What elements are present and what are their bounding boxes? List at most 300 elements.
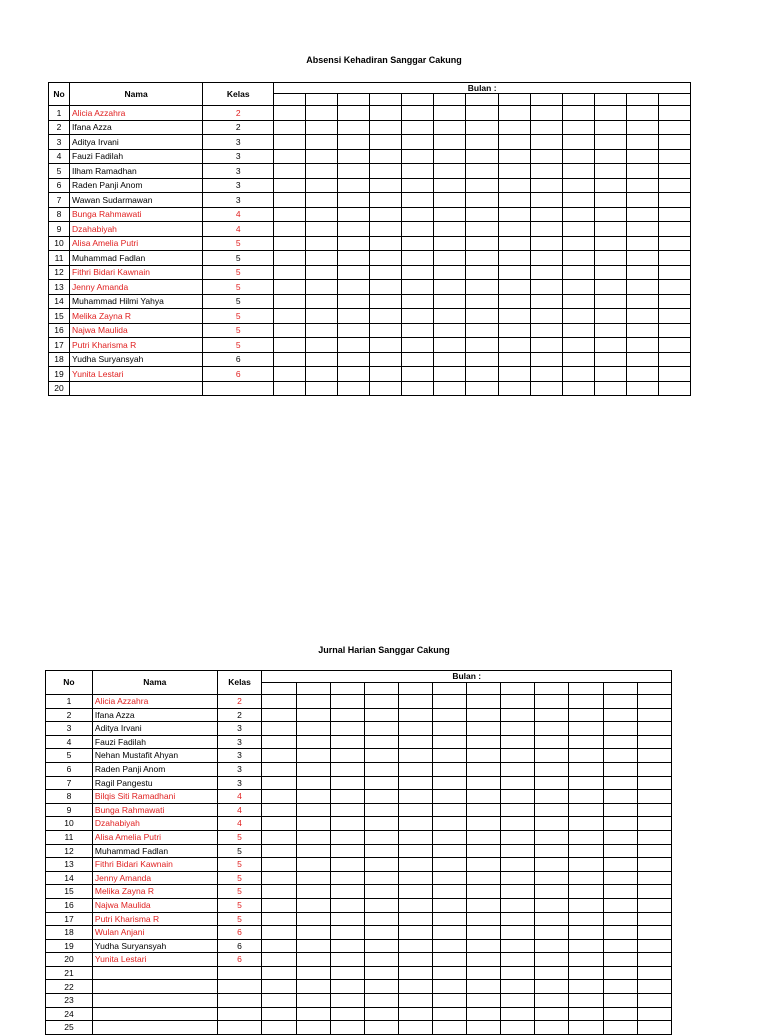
attendance-cell[interactable] [398, 749, 432, 763]
student-class[interactable] [217, 994, 262, 1008]
attendance-cell[interactable] [262, 885, 296, 899]
attendance-cell[interactable] [626, 338, 658, 353]
attendance-cell[interactable] [498, 178, 530, 193]
attendance-cell[interactable] [434, 135, 466, 150]
attendance-cell[interactable] [467, 790, 501, 804]
attendance-cell[interactable] [370, 381, 402, 396]
attendance-cell[interactable] [432, 858, 466, 872]
attendance-cell[interactable] [330, 722, 364, 736]
attendance-cell[interactable] [569, 749, 603, 763]
attendance-cell[interactable] [498, 106, 530, 121]
attendance-cell[interactable] [466, 338, 498, 353]
attendance-cell[interactable] [562, 149, 594, 164]
attendance-cell[interactable] [370, 309, 402, 324]
attendance-cell[interactable] [338, 265, 370, 280]
attendance-cell[interactable] [594, 193, 626, 208]
day-header-cell[interactable] [432, 683, 466, 695]
attendance-cell[interactable] [562, 294, 594, 309]
attendance-cell[interactable] [466, 251, 498, 266]
attendance-cell[interactable] [498, 265, 530, 280]
attendance-cell[interactable] [562, 309, 594, 324]
attendance-cell[interactable] [467, 994, 501, 1008]
attendance-cell[interactable] [658, 381, 690, 396]
attendance-cell[interactable] [603, 926, 637, 940]
attendance-cell[interactable] [530, 251, 562, 266]
attendance-cell[interactable] [296, 817, 330, 831]
attendance-cell[interactable] [262, 1021, 296, 1035]
attendance-cell[interactable] [637, 885, 671, 899]
attendance-cell[interactable] [296, 871, 330, 885]
attendance-cell[interactable] [637, 749, 671, 763]
attendance-cell[interactable] [402, 381, 434, 396]
attendance-cell[interactable] [296, 749, 330, 763]
attendance-cell[interactable] [306, 149, 338, 164]
attendance-cell[interactable] [530, 149, 562, 164]
attendance-cell[interactable] [262, 871, 296, 885]
student-class[interactable]: 5 [203, 338, 274, 353]
attendance-cell[interactable] [603, 980, 637, 994]
student-name[interactable]: Bunga Rahmawati [92, 803, 217, 817]
attendance-cell[interactable] [467, 980, 501, 994]
attendance-cell[interactable] [467, 735, 501, 749]
attendance-cell[interactable] [501, 708, 535, 722]
attendance-cell[interactable] [530, 135, 562, 150]
attendance-cell[interactable] [535, 1021, 569, 1035]
attendance-cell[interactable] [330, 1021, 364, 1035]
attendance-cell[interactable] [569, 844, 603, 858]
attendance-cell[interactable] [562, 323, 594, 338]
attendance-cell[interactable] [637, 776, 671, 790]
day-header-cell[interactable] [466, 94, 498, 106]
attendance-cell[interactable] [603, 858, 637, 872]
attendance-cell[interactable] [398, 790, 432, 804]
attendance-cell[interactable] [603, 966, 637, 980]
attendance-cell[interactable] [569, 953, 603, 967]
attendance-cell[interactable] [594, 135, 626, 150]
attendance-cell[interactable] [338, 323, 370, 338]
attendance-cell[interactable] [370, 120, 402, 135]
attendance-cell[interactable] [274, 236, 306, 251]
attendance-cell[interactable] [569, 858, 603, 872]
attendance-cell[interactable] [626, 236, 658, 251]
attendance-cell[interactable] [467, 939, 501, 953]
student-class[interactable]: 5 [203, 280, 274, 295]
attendance-cell[interactable] [364, 803, 398, 817]
attendance-cell[interactable] [296, 830, 330, 844]
student-class[interactable]: 5 [203, 251, 274, 266]
student-name[interactable]: Bunga Rahmawati [70, 207, 203, 222]
attendance-cell[interactable] [466, 135, 498, 150]
attendance-cell[interactable] [658, 294, 690, 309]
attendance-cell[interactable] [398, 762, 432, 776]
attendance-cell[interactable] [398, 912, 432, 926]
attendance-cell[interactable] [306, 251, 338, 266]
attendance-cell[interactable] [569, 735, 603, 749]
student-class[interactable]: 3 [217, 776, 262, 790]
attendance-cell[interactable] [434, 251, 466, 266]
attendance-cell[interactable] [569, 994, 603, 1008]
attendance-cell[interactable] [658, 120, 690, 135]
attendance-cell[interactable] [434, 236, 466, 251]
student-name[interactable]: Najwa Maulida [92, 898, 217, 912]
attendance-cell[interactable] [530, 222, 562, 237]
attendance-cell[interactable] [498, 309, 530, 324]
attendance-cell[interactable] [364, 858, 398, 872]
student-name[interactable]: Fithri Bidari Kawnain [92, 858, 217, 872]
attendance-cell[interactable] [402, 207, 434, 222]
attendance-cell[interactable] [569, 898, 603, 912]
attendance-cell[interactable] [501, 803, 535, 817]
attendance-cell[interactable] [637, 1021, 671, 1035]
attendance-cell[interactable] [501, 898, 535, 912]
attendance-cell[interactable] [530, 367, 562, 382]
student-class[interactable]: 4 [217, 803, 262, 817]
attendance-cell[interactable] [603, 912, 637, 926]
attendance-cell[interactable] [467, 858, 501, 872]
attendance-cell[interactable] [338, 222, 370, 237]
attendance-cell[interactable] [658, 280, 690, 295]
attendance-cell[interactable] [562, 106, 594, 121]
attendance-cell[interactable] [306, 106, 338, 121]
attendance-cell[interactable] [535, 939, 569, 953]
attendance-cell[interactable] [274, 381, 306, 396]
attendance-cell[interactable] [535, 912, 569, 926]
attendance-cell[interactable] [569, 695, 603, 709]
attendance-cell[interactable] [370, 280, 402, 295]
attendance-cell[interactable] [569, 790, 603, 804]
student-name[interactable]: Melika Zayna R [70, 309, 203, 324]
attendance-cell[interactable] [467, 912, 501, 926]
attendance-cell[interactable] [364, 735, 398, 749]
attendance-cell[interactable] [501, 885, 535, 899]
day-header-cell[interactable] [467, 683, 501, 695]
attendance-cell[interactable] [530, 178, 562, 193]
attendance-cell[interactable] [501, 735, 535, 749]
attendance-cell[interactable] [330, 803, 364, 817]
attendance-cell[interactable] [262, 966, 296, 980]
attendance-cell[interactable] [432, 790, 466, 804]
day-header-cell[interactable] [594, 94, 626, 106]
attendance-cell[interactable] [530, 236, 562, 251]
attendance-cell[interactable] [364, 790, 398, 804]
attendance-cell[interactable] [262, 953, 296, 967]
student-name[interactable]: Alicia Azzahra [70, 106, 203, 121]
attendance-cell[interactable] [603, 1007, 637, 1021]
attendance-cell[interactable] [262, 817, 296, 831]
attendance-cell[interactable] [370, 294, 402, 309]
student-name[interactable]: Fithri Bidari Kawnain [70, 265, 203, 280]
day-header-cell[interactable] [306, 94, 338, 106]
attendance-cell[interactable] [498, 323, 530, 338]
attendance-cell[interactable] [370, 367, 402, 382]
attendance-cell[interactable] [603, 939, 637, 953]
attendance-cell[interactable] [467, 803, 501, 817]
attendance-cell[interactable] [562, 251, 594, 266]
attendance-cell[interactable] [501, 871, 535, 885]
attendance-cell[interactable] [603, 708, 637, 722]
attendance-cell[interactable] [296, 912, 330, 926]
attendance-cell[interactable] [364, 749, 398, 763]
attendance-cell[interactable] [274, 135, 306, 150]
student-class[interactable] [217, 966, 262, 980]
attendance-cell[interactable] [658, 367, 690, 382]
attendance-cell[interactable] [330, 980, 364, 994]
student-name[interactable]: Bilqis Siti Ramadhani [92, 790, 217, 804]
attendance-cell[interactable] [501, 912, 535, 926]
student-class[interactable]: 5 [203, 265, 274, 280]
student-class[interactable]: 3 [203, 178, 274, 193]
attendance-cell[interactable] [330, 939, 364, 953]
attendance-cell[interactable] [330, 790, 364, 804]
attendance-cell[interactable] [370, 106, 402, 121]
attendance-cell[interactable] [364, 980, 398, 994]
attendance-cell[interactable] [398, 885, 432, 899]
attendance-cell[interactable] [370, 265, 402, 280]
attendance-cell[interactable] [498, 381, 530, 396]
attendance-cell[interactable] [594, 265, 626, 280]
attendance-cell[interactable] [274, 178, 306, 193]
attendance-cell[interactable] [637, 695, 671, 709]
day-header-cell[interactable] [501, 683, 535, 695]
attendance-cell[interactable] [432, 708, 466, 722]
attendance-cell[interactable] [306, 352, 338, 367]
attendance-cell[interactable] [626, 193, 658, 208]
attendance-cell[interactable] [338, 309, 370, 324]
attendance-cell[interactable] [398, 858, 432, 872]
attendance-cell[interactable] [501, 749, 535, 763]
attendance-cell[interactable] [603, 994, 637, 1008]
attendance-cell[interactable] [626, 135, 658, 150]
attendance-cell[interactable] [432, 994, 466, 1008]
attendance-cell[interactable] [658, 149, 690, 164]
attendance-cell[interactable] [530, 164, 562, 179]
attendance-cell[interactable] [432, 722, 466, 736]
attendance-cell[interactable] [569, 1007, 603, 1021]
attendance-cell[interactable] [364, 695, 398, 709]
attendance-cell[interactable] [562, 367, 594, 382]
attendance-cell[interactable] [530, 352, 562, 367]
attendance-cell[interactable] [535, 1007, 569, 1021]
attendance-cell[interactable] [402, 338, 434, 353]
attendance-cell[interactable] [370, 352, 402, 367]
attendance-cell[interactable] [330, 817, 364, 831]
attendance-cell[interactable] [594, 323, 626, 338]
attendance-cell[interactable] [434, 352, 466, 367]
attendance-cell[interactable] [432, 1021, 466, 1035]
student-class[interactable]: 2 [217, 708, 262, 722]
attendance-cell[interactable] [501, 790, 535, 804]
attendance-cell[interactable] [338, 236, 370, 251]
attendance-cell[interactable] [626, 251, 658, 266]
attendance-cell[interactable] [338, 352, 370, 367]
attendance-cell[interactable] [603, 722, 637, 736]
day-header-cell[interactable] [330, 683, 364, 695]
attendance-cell[interactable] [569, 762, 603, 776]
attendance-cell[interactable] [262, 858, 296, 872]
attendance-cell[interactable] [434, 294, 466, 309]
attendance-cell[interactable] [338, 381, 370, 396]
attendance-cell[interactable] [306, 265, 338, 280]
attendance-cell[interactable] [626, 178, 658, 193]
student-name[interactable]: Dzahabiyah [92, 817, 217, 831]
student-name[interactable]: Aditya Irvani [92, 722, 217, 736]
student-class[interactable]: 5 [217, 898, 262, 912]
attendance-cell[interactable] [432, 803, 466, 817]
attendance-cell[interactable] [467, 817, 501, 831]
attendance-cell[interactable] [370, 193, 402, 208]
student-name[interactable]: Yunita Lestari [70, 367, 203, 382]
attendance-cell[interactable] [530, 309, 562, 324]
attendance-cell[interactable] [398, 966, 432, 980]
student-class[interactable]: 5 [203, 309, 274, 324]
attendance-cell[interactable] [434, 280, 466, 295]
student-class[interactable]: 3 [203, 149, 274, 164]
attendance-cell[interactable] [658, 323, 690, 338]
attendance-cell[interactable] [330, 871, 364, 885]
attendance-cell[interactable] [434, 164, 466, 179]
attendance-cell[interactable] [330, 762, 364, 776]
attendance-cell[interactable] [535, 803, 569, 817]
attendance-cell[interactable] [338, 120, 370, 135]
attendance-cell[interactable] [603, 885, 637, 899]
attendance-cell[interactable] [658, 178, 690, 193]
attendance-cell[interactable] [658, 222, 690, 237]
attendance-cell[interactable] [466, 120, 498, 135]
day-header-cell[interactable] [530, 94, 562, 106]
attendance-cell[interactable] [498, 280, 530, 295]
attendance-cell[interactable] [338, 338, 370, 353]
attendance-cell[interactable] [296, 695, 330, 709]
attendance-cell[interactable] [594, 381, 626, 396]
attendance-cell[interactable] [434, 323, 466, 338]
attendance-cell[interactable] [658, 309, 690, 324]
attendance-cell[interactable] [658, 236, 690, 251]
attendance-cell[interactable] [274, 338, 306, 353]
attendance-cell[interactable] [603, 749, 637, 763]
attendance-cell[interactable] [274, 309, 306, 324]
attendance-cell[interactable] [370, 251, 402, 266]
attendance-cell[interactable] [530, 294, 562, 309]
attendance-cell[interactable] [296, 722, 330, 736]
attendance-cell[interactable] [637, 790, 671, 804]
attendance-cell[interactable] [467, 722, 501, 736]
attendance-cell[interactable] [274, 149, 306, 164]
attendance-cell[interactable] [637, 817, 671, 831]
attendance-cell[interactable] [637, 966, 671, 980]
student-class[interactable]: 6 [217, 953, 262, 967]
attendance-cell[interactable] [467, 695, 501, 709]
attendance-cell[interactable] [274, 164, 306, 179]
attendance-cell[interactable] [306, 367, 338, 382]
attendance-cell[interactable] [530, 193, 562, 208]
student-name[interactable]: Ifana Azza [70, 120, 203, 135]
attendance-cell[interactable] [364, 953, 398, 967]
student-name[interactable]: Ilham Ramadhan [70, 164, 203, 179]
attendance-cell[interactable] [498, 367, 530, 382]
attendance-cell[interactable] [370, 135, 402, 150]
attendance-cell[interactable] [594, 338, 626, 353]
attendance-cell[interactable] [364, 708, 398, 722]
attendance-cell[interactable] [467, 830, 501, 844]
attendance-cell[interactable] [498, 352, 530, 367]
attendance-cell[interactable] [498, 149, 530, 164]
attendance-cell[interactable] [535, 830, 569, 844]
attendance-cell[interactable] [402, 294, 434, 309]
attendance-cell[interactable] [338, 149, 370, 164]
student-class[interactable]: 4 [217, 817, 262, 831]
attendance-cell[interactable] [467, 898, 501, 912]
attendance-cell[interactable] [296, 939, 330, 953]
attendance-cell[interactable] [467, 708, 501, 722]
attendance-cell[interactable] [402, 265, 434, 280]
attendance-cell[interactable] [535, 980, 569, 994]
attendance-cell[interactable] [658, 135, 690, 150]
attendance-cell[interactable] [562, 193, 594, 208]
attendance-cell[interactable] [262, 830, 296, 844]
attendance-cell[interactable] [498, 236, 530, 251]
attendance-cell[interactable] [432, 844, 466, 858]
student-class[interactable]: 2 [203, 120, 274, 135]
student-class[interactable]: 4 [203, 222, 274, 237]
attendance-cell[interactable] [637, 803, 671, 817]
attendance-cell[interactable] [594, 222, 626, 237]
attendance-cell[interactable] [498, 193, 530, 208]
attendance-cell[interactable] [434, 222, 466, 237]
attendance-cell[interactable] [637, 980, 671, 994]
attendance-cell[interactable] [535, 762, 569, 776]
attendance-cell[interactable] [569, 966, 603, 980]
student-class[interactable]: 3 [217, 749, 262, 763]
attendance-cell[interactable] [296, 1007, 330, 1021]
attendance-cell[interactable] [274, 222, 306, 237]
attendance-cell[interactable] [370, 236, 402, 251]
attendance-cell[interactable] [498, 120, 530, 135]
student-name[interactable] [92, 1021, 217, 1035]
attendance-cell[interactable] [364, 817, 398, 831]
attendance-cell[interactable] [398, 695, 432, 709]
student-class[interactable]: 3 [203, 135, 274, 150]
attendance-cell[interactable] [466, 207, 498, 222]
attendance-cell[interactable] [467, 762, 501, 776]
attendance-cell[interactable] [432, 735, 466, 749]
attendance-cell[interactable] [296, 858, 330, 872]
student-name[interactable] [92, 994, 217, 1008]
day-header-cell[interactable] [402, 94, 434, 106]
attendance-cell[interactable] [569, 885, 603, 899]
attendance-cell[interactable] [402, 323, 434, 338]
student-class[interactable]: 3 [217, 735, 262, 749]
attendance-cell[interactable] [364, 1007, 398, 1021]
attendance-cell[interactable] [501, 830, 535, 844]
attendance-cell[interactable] [432, 898, 466, 912]
attendance-cell[interactable] [434, 178, 466, 193]
student-class[interactable]: 5 [217, 830, 262, 844]
attendance-cell[interactable] [466, 294, 498, 309]
student-name[interactable] [70, 381, 203, 396]
day-header-cell[interactable] [535, 683, 569, 695]
attendance-cell[interactable] [603, 817, 637, 831]
attendance-cell[interactable] [535, 695, 569, 709]
attendance-cell[interactable] [498, 164, 530, 179]
attendance-cell[interactable] [306, 236, 338, 251]
attendance-cell[interactable] [466, 352, 498, 367]
attendance-cell[interactable] [432, 966, 466, 980]
attendance-cell[interactable] [364, 926, 398, 940]
attendance-cell[interactable] [296, 708, 330, 722]
attendance-cell[interactable] [274, 106, 306, 121]
attendance-cell[interactable] [306, 309, 338, 324]
attendance-cell[interactable] [306, 164, 338, 179]
